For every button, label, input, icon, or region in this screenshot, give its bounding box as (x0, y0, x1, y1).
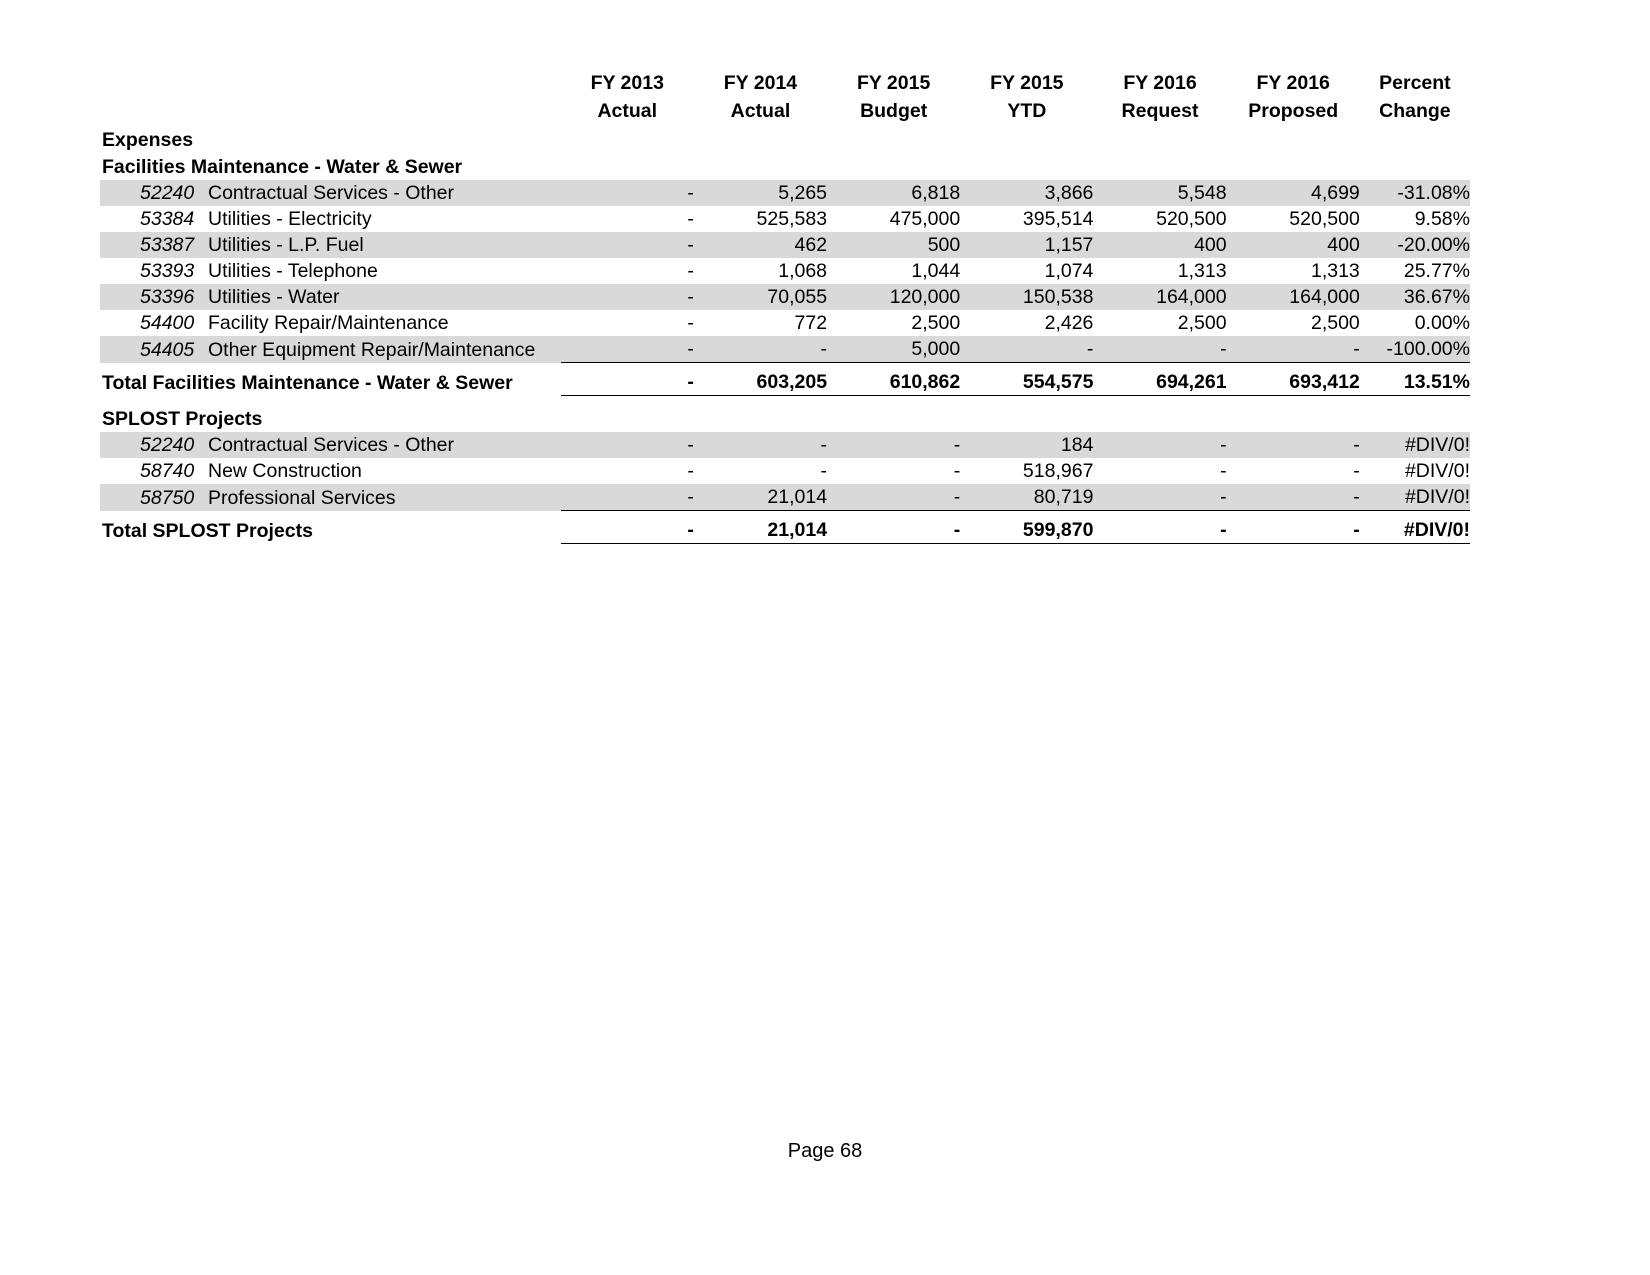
row-label (100, 206, 561, 232)
account-description: Other Equipment Repair/Maintenance (208, 338, 536, 361)
empty-cell (694, 126, 827, 153)
cell-fy2015-ytd: 1,074 (1044, 260, 1094, 282)
account-description: Utilities - L.P. Fuel (208, 234, 364, 256)
header-row (100, 62, 1470, 126)
table-row (100, 310, 1470, 336)
cell-fy2016-request: 520,500 (1156, 208, 1227, 230)
account-description: Contractual Services - Other (208, 182, 455, 204)
account-description: Utilities - Electricity (208, 208, 372, 230)
cell-fy2016-request: - (1220, 460, 1227, 482)
empty-cell (827, 126, 960, 153)
cell-fy2015-ytd: 80,719 (960, 484, 1093, 511)
empty-cell (960, 405, 1093, 432)
column-header-line2: Change (1379, 100, 1451, 122)
total-percent-change: 13.51% (1360, 363, 1470, 396)
cell-fy2015-budget: 1,044 (911, 260, 961, 282)
empty-cell (561, 126, 694, 153)
cell-fy2016-proposed: - (1227, 484, 1360, 511)
cell-percent-change: 0.00% (1414, 312, 1470, 334)
empty-cell (1227, 396, 1360, 406)
table-row (100, 284, 1470, 310)
cell-fy2015-ytd: 518,967 (1022, 460, 1094, 482)
column-header-line1: FY 2014 (723, 72, 798, 94)
account-description: Facility Repair/Maintenance (208, 312, 449, 334)
row-label (100, 310, 561, 336)
expenses-heading-row (100, 126, 1470, 153)
empty-cell (694, 405, 827, 432)
column-header-line2: Actual (730, 100, 791, 122)
cell-fy2014-actual: - (820, 460, 828, 482)
cell-fy2016-proposed: - (1227, 336, 1360, 363)
cell-fy2015-budget: 6,818 (827, 180, 960, 206)
row-label (100, 232, 561, 258)
column-header-fy2016-request (1093, 62, 1226, 126)
column-header-line2: YTD (1007, 100, 1047, 122)
empty-cell (827, 153, 960, 180)
cell-fy2016-request: 400 (1093, 232, 1226, 258)
table-row (100, 232, 1470, 258)
cell-fy2016-request: 1,313 (1177, 260, 1227, 282)
cell-fy2013-actual: - (561, 432, 694, 458)
total-fy2015-budget: 610,862 (827, 363, 960, 396)
column-header-fy2013-actual (561, 62, 694, 126)
cell-percent-change: -100.00% (1360, 336, 1470, 363)
cell-fy2013-actual: - (687, 312, 694, 334)
cell-fy2015-budget: 5,000 (827, 336, 960, 363)
cell-fy2013-actual: - (561, 180, 694, 206)
cell-fy2016-request: 164,000 (1093, 284, 1226, 310)
cell-fy2016-proposed: - (1353, 460, 1360, 482)
cell-fy2015-ytd: 1,157 (960, 232, 1093, 258)
cell-percent-change: -31.08% (1360, 180, 1470, 206)
cell-fy2014-actual: 1,068 (778, 260, 828, 282)
account-code: 58740 (140, 460, 195, 482)
total-label: Total SPLOST Projects (102, 519, 313, 542)
cell-fy2013-actual: - (687, 208, 694, 230)
total-fy2014-actual: 21,014 (694, 511, 827, 544)
total-fy2016-request: 694,261 (1093, 363, 1226, 396)
row-label (100, 336, 561, 363)
total-fy2015-ytd: 554,575 (960, 363, 1093, 396)
account-code: 53387 (140, 234, 195, 256)
empty-cell (694, 153, 827, 180)
cell-percent-change: #DIV/0! (1360, 484, 1470, 511)
account-description: Utilities - Water (208, 286, 340, 308)
empty-cell (561, 396, 694, 406)
account-description: Professional Services (208, 486, 396, 509)
empty-cell (1360, 126, 1470, 153)
column-header-line2: Actual (597, 100, 658, 122)
empty-cell (1227, 405, 1360, 432)
total-percent-change: #DIV/0! (1360, 511, 1470, 544)
empty-cell (960, 126, 1093, 153)
cell-fy2016-proposed: - (1227, 432, 1360, 458)
cell-fy2015-budget: 2,500 (911, 312, 961, 334)
empty-cell (960, 153, 1093, 180)
cell-fy2016-proposed: 1,313 (1310, 260, 1360, 282)
cell-fy2013-actual: - (561, 484, 694, 511)
page-footer: Page 68 (787, 1140, 863, 1162)
total-fy2014-actual: 603,205 (694, 363, 827, 396)
column-header-line1: FY 2016 (1123, 72, 1197, 94)
cell-fy2014-actual: - (694, 336, 827, 363)
cell-fy2014-actual: 525,583 (756, 208, 828, 230)
cell-fy2016-proposed: 164,000 (1227, 284, 1360, 310)
cell-fy2015-ytd: 150,538 (960, 284, 1093, 310)
table-row (100, 206, 1470, 232)
column-header-fy2016-proposed (1227, 62, 1360, 126)
total-fy2016-proposed: - (1227, 511, 1360, 544)
cell-fy2016-request: - (1093, 336, 1226, 363)
row-label (100, 284, 561, 310)
empty-cell (100, 396, 561, 406)
empty-cell (1227, 153, 1360, 180)
expenses-heading: Expenses (102, 129, 194, 151)
empty-cell (1360, 405, 1470, 432)
column-header-line2: Budget (860, 100, 928, 122)
cell-fy2015-budget: - (827, 432, 960, 458)
account-code: 54400 (140, 312, 195, 334)
row-label (100, 258, 561, 284)
cell-fy2015-budget: - (827, 484, 960, 511)
column-header-fy2014-actual (694, 62, 827, 126)
empty-cell (1093, 405, 1226, 432)
empty-cell (561, 405, 694, 432)
cell-fy2015-ytd: 395,514 (1022, 208, 1094, 230)
row-label (100, 458, 561, 484)
empty-cell (1093, 396, 1226, 406)
section-heading: SPLOST Projects (102, 408, 263, 430)
row-label (100, 432, 561, 458)
section-spacer (100, 396, 1470, 406)
empty-cell (561, 153, 694, 180)
table-row (100, 180, 1470, 206)
empty-cell (694, 396, 827, 406)
cell-fy2016-proposed: 4,699 (1227, 180, 1360, 206)
cell-fy2016-proposed: 520,500 (1289, 208, 1360, 230)
account-code: 52240 (140, 434, 195, 456)
total-fy2016-proposed: 693,412 (1227, 363, 1360, 396)
cell-fy2016-proposed: 2,500 (1310, 312, 1360, 334)
empty-cell (827, 396, 960, 406)
cell-percent-change: #DIV/0! (1360, 432, 1470, 458)
column-header-fy2015-ytd (960, 62, 1093, 126)
account-code: 58750 (140, 486, 195, 509)
account-description: New Construction (208, 460, 362, 482)
empty-cell (1227, 126, 1360, 153)
empty-cell (827, 405, 960, 432)
cell-fy2014-actual: - (694, 432, 827, 458)
table-row (100, 336, 1470, 363)
table-row (100, 484, 1470, 511)
column-header-fy2015-budget (827, 62, 960, 126)
table-body (100, 126, 1470, 544)
column-header-line2: Request (1121, 100, 1199, 122)
column-header-line2: Proposed (1248, 100, 1339, 122)
cell-fy2015-budget: - (953, 460, 961, 482)
section-heading-row (100, 153, 1470, 180)
cell-fy2014-actual: 5,265 (694, 180, 827, 206)
cell-percent-change: 25.77% (1403, 260, 1470, 282)
cell-fy2013-actual: - (561, 284, 694, 310)
cell-percent-change: 36.67% (1360, 284, 1470, 310)
cell-fy2015-budget: 475,000 (889, 208, 961, 230)
cell-percent-change: #DIV/0! (1404, 460, 1470, 482)
account-code: 52240 (140, 182, 195, 204)
cell-fy2013-actual: - (687, 460, 694, 482)
table-header (100, 62, 1470, 126)
total-label: Total Facilities Maintenance - Water & Sewer (102, 371, 513, 394)
budget-table (100, 62, 1470, 544)
total-fy2013-actual: - (561, 511, 694, 544)
cell-fy2016-request: 2,500 (1177, 312, 1227, 334)
cell-percent-change: 9.58% (1414, 208, 1470, 230)
column-header-line1: FY 2016 (1256, 72, 1330, 94)
total-row (100, 511, 1470, 544)
cell-fy2015-ytd: - (960, 336, 1093, 363)
cell-fy2015-budget: 120,000 (827, 284, 960, 310)
section-heading: Facilities Maintenance - Water & Sewer (102, 156, 463, 178)
row-label (100, 484, 561, 511)
account-code: 53384 (140, 208, 195, 230)
account-description: Utilities - Telephone (208, 260, 378, 282)
cell-fy2014-actual: 70,055 (694, 284, 827, 310)
section-heading-row (100, 405, 1470, 432)
account-code: 54405 (140, 338, 195, 361)
account-code: 53393 (140, 260, 195, 282)
cell-fy2016-request: - (1093, 484, 1226, 511)
total-fy2015-ytd: 599,870 (960, 511, 1093, 544)
cell-fy2015-budget: 500 (827, 232, 960, 258)
cell-fy2015-ytd: 3,866 (960, 180, 1093, 206)
table-row (100, 258, 1470, 284)
column-header-label (100, 62, 561, 126)
column-header-percent-change (1360, 62, 1470, 126)
total-fy2016-request: - (1093, 511, 1226, 544)
column-header-line1: FY 2015 (856, 72, 931, 94)
cell-fy2013-actual: - (561, 232, 694, 258)
cell-fy2013-actual: - (561, 336, 694, 363)
empty-cell (1093, 126, 1226, 153)
empty-cell (1360, 153, 1470, 180)
cell-fy2014-actual: 21,014 (694, 484, 827, 511)
empty-cell (960, 396, 1093, 406)
total-fy2013-actual: - (561, 363, 694, 396)
cell-fy2015-ytd: 2,426 (1044, 312, 1094, 334)
cell-fy2016-request: 5,548 (1093, 180, 1226, 206)
total-row (100, 363, 1470, 396)
cell-fy2016-request: - (1093, 432, 1226, 458)
account-code: 53396 (140, 286, 195, 308)
total-fy2015-budget: - (827, 511, 960, 544)
row-label (100, 180, 561, 206)
empty-cell (1093, 153, 1226, 180)
account-description: Contractual Services - Other (208, 434, 455, 456)
column-header-line1: Percent (1379, 72, 1451, 94)
cell-fy2015-ytd: 184 (960, 432, 1093, 458)
table-row (100, 458, 1470, 484)
cell-percent-change: -20.00% (1360, 232, 1470, 258)
cell-fy2014-actual: 772 (794, 312, 828, 334)
cell-fy2016-proposed: 400 (1227, 232, 1360, 258)
table-row (100, 432, 1470, 458)
cell-fy2014-actual: 462 (694, 232, 827, 258)
cell-fy2013-actual: - (687, 260, 694, 282)
empty-cell (1360, 396, 1470, 406)
column-header-line1: FY 2015 (990, 72, 1064, 94)
column-header-line1: FY 2013 (590, 72, 664, 94)
